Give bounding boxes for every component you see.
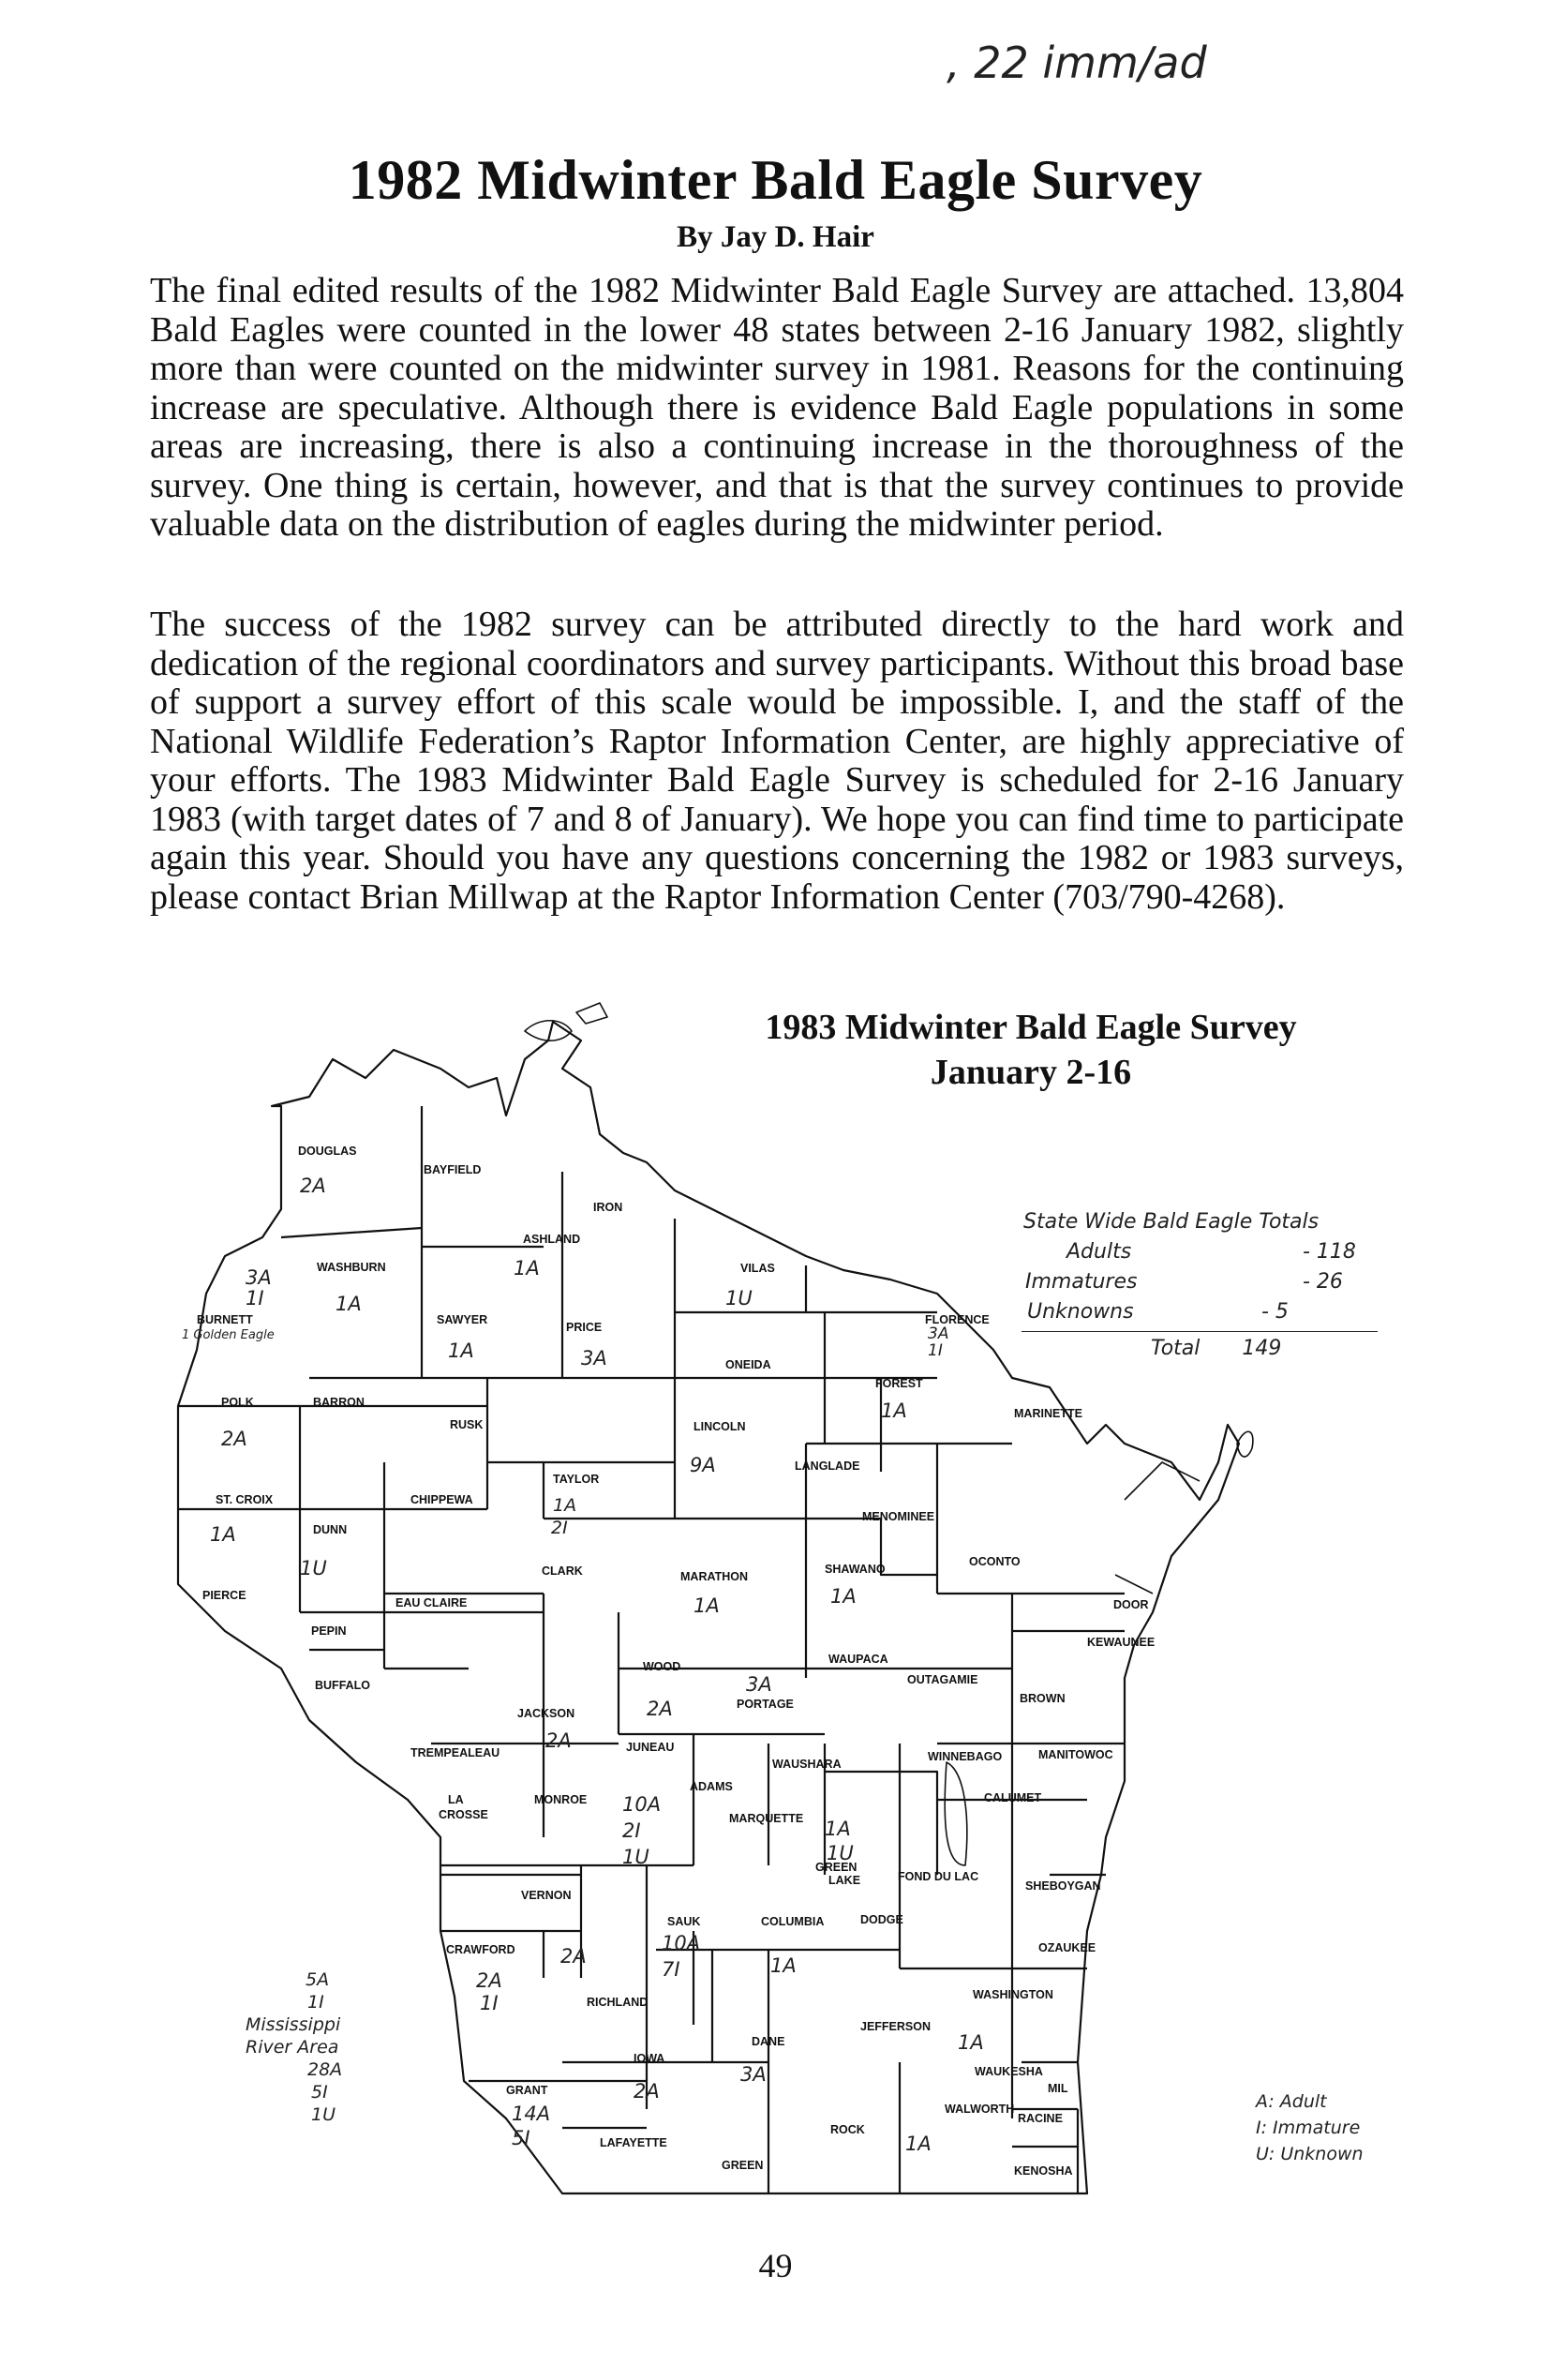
county-sawyer: SAWYER [437, 1313, 488, 1326]
county-rusk: RUSK [450, 1418, 484, 1431]
count-taylor-immatures: 2I [551, 1518, 568, 1538]
map-legend [1256, 2088, 1364, 2167]
county-grant: GRANT [506, 2084, 548, 2097]
mississippi-label-2: River Area [246, 2037, 339, 2058]
county-jackson: JACKSON [517, 1707, 575, 1720]
county-chippewa: CHIPPEWA [410, 1493, 473, 1506]
county-calumet: CALUMET [984, 1791, 1042, 1804]
county-racine: RACINE [1018, 2112, 1063, 2125]
legend-adult: A: Adult [1256, 2091, 1327, 2112]
article-paragraph-2: The success of the 1982 survey can be attributed directly to the hard work and dedication of the regional coordinators and survey participants. Without this broad base of support a survey effort of this scale would be impossible. I, and the staff of the National Wildlife Federation’s Raptor Information Center, are highly appreciative of your efforts. The 1983 Midwinter Bald Eagle Survey is scheduled for 2-16 January 1983 (with target dates of 7 and 8 of January). We hope you can find time to participate again this year. Should you have any questions concerning the 1982 or 1983 surveys, please contact Brian Millwap at the Raptor Information Center (703/790-4268). [150, 605, 1404, 917]
county-walworth: WALWORTH [945, 2103, 1015, 2116]
county-iowa: IOWA [634, 2052, 665, 2065]
county-richland: RICHLAND [587, 1996, 649, 2009]
count-polk: 2A [221, 1428, 247, 1450]
county-brown: BROWN [1020, 1692, 1066, 1705]
mississippi-upper-adults: 5A [306, 1969, 330, 1990]
county-kenosha: KENOSHA [1014, 2164, 1073, 2178]
article-paragraph-1: The final edited results of the 1982 Midwinter Bald Eagle Survey are attached. 13,804 Bald Eagles were counted in the lower 48 states between 2-16 January 1982, slightly more than were counted on the midwinter survey in 1981. Reasons for the continuing increase are speculative. Although there is evidence Bald Eagle populations in some areas are increasing, there is also a continuing increase in the thoroughness of the survey. One thing is certain, however, and that is that the survey continues to provide valuable data on the distribution of eagles during the midwinter period. [150, 271, 1404, 544]
count-sauk-immatures: 7I [662, 1958, 680, 1981]
count-price: 3A [581, 1347, 607, 1370]
county-shawano: SHAWANO [825, 1563, 886, 1576]
totals-total-value: 149 [1242, 1337, 1282, 1360]
mississippi-lower-adults: 28A [307, 2059, 343, 2080]
county-polk: POLK [221, 1396, 254, 1409]
county-sheboygan: SHEBOYGAN [1025, 1879, 1101, 1893]
mississippi-upper-immatures: 1I [307, 1992, 324, 2013]
count-taylor-adults: 1A [553, 1495, 577, 1516]
county-ozaukee: OZAUKEE [1038, 1941, 1096, 1954]
count-forest: 1A [881, 1400, 907, 1422]
county-barron: BARRON [313, 1396, 365, 1409]
county-fond-du-lac: FOND DU LAC [898, 1870, 979, 1883]
county-pierce: PIERCE [202, 1589, 246, 1602]
county-eau-claire: EAU CLAIRE [395, 1596, 468, 1609]
count-crawford-immatures: 1I [480, 1992, 499, 2014]
county-dane: DANE [752, 2035, 785, 2048]
county-green: GREEN [722, 2159, 764, 2172]
count-shawano: 1A [830, 1585, 857, 1608]
count-jackson: 2A [545, 1729, 572, 1752]
county-wood: WOOD [643, 1660, 681, 1673]
page-number: 49 [758, 2247, 793, 2284]
count-adams-adults: 10A [622, 1793, 662, 1816]
state-totals [1022, 1207, 1378, 1364]
county-vernon: VERNON [521, 1889, 572, 1902]
county-la-crosse-2: CROSSE [439, 1808, 488, 1821]
map-title-line-2: January 2-16 [930, 1053, 1132, 1092]
county-iron: IRON [593, 1201, 623, 1214]
count-walworth: 1A [905, 2133, 932, 2155]
county-forest: FOREST [875, 1377, 923, 1390]
count-waukesha: 1A [958, 2031, 984, 2054]
county-buffalo: BUFFALO [315, 1679, 371, 1692]
count-florence-adults: 3A [928, 1325, 949, 1343]
count-ashland: 1A [514, 1257, 540, 1280]
legend-unknown: U: Unknown [1256, 2144, 1364, 2164]
county-monroe: MONROE [534, 1793, 588, 1806]
totals-immatures-value: - 26 [1303, 1270, 1343, 1294]
county-ashland: ASHLAND [523, 1233, 581, 1246]
mississippi-lower-unknowns: 1U [311, 2104, 336, 2125]
count-wood: 2A [647, 1698, 673, 1720]
county-la-crosse-1: LA [448, 1793, 464, 1806]
count-st-croix: 1A [210, 1523, 236, 1546]
county-portage: PORTAGE [737, 1698, 794, 1711]
count-marquette-adults: 1A [825, 1818, 851, 1840]
count-marquette-unknowns: 1U [827, 1842, 854, 1864]
county-pepin: PEPIN [311, 1624, 347, 1638]
county-trempealeau: TREMPEALEAU [410, 1746, 500, 1759]
count-adams-immatures: 2I [622, 1819, 641, 1842]
count-burnett-golden-eagle: 1 Golden Eagle [182, 1328, 275, 1342]
count-marathon: 1A [693, 1594, 720, 1617]
county-dunn: DUNN [313, 1523, 348, 1536]
county-winnebago: WINNEBAGO [928, 1750, 1003, 1763]
county-waupaca: WAUPACA [828, 1653, 888, 1666]
count-douglas: 2A [300, 1175, 326, 1197]
totals-total-label: Total [1151, 1337, 1201, 1360]
count-grant-immatures: 5I [512, 2127, 530, 2149]
count-iowa: 2A [634, 2080, 660, 2103]
county-marathon: MARATHON [680, 1570, 748, 1583]
totals-adults-value: - 118 [1303, 1240, 1356, 1264]
county-manitowoc: MANITOWOC [1038, 1748, 1113, 1761]
county-dodge: DODGE [860, 1913, 903, 1926]
count-sauk-adults: 10A [662, 1932, 701, 1954]
county-st-croix: ST. CROIX [216, 1493, 274, 1506]
county-menominee: MENOMINEE [862, 1510, 935, 1523]
totals-heading: State Wide Bald Eagle Totals [1023, 1210, 1320, 1234]
county-green-lake-2: LAKE [828, 1874, 861, 1887]
county-langlade: LANGLADE [795, 1459, 860, 1473]
county-vilas: VILAS [740, 1262, 775, 1275]
county-columbia: COLUMBIA [761, 1915, 825, 1928]
count-burnett-immatures: 1I [246, 1287, 264, 1310]
county-outagamie: OUTAGAMIE [907, 1673, 978, 1686]
county-crawford: CRAWFORD [446, 1943, 515, 1956]
county-milwaukee: MIL [1048, 2082, 1068, 2095]
handwritten-annotation: , 22 imm/ad [947, 37, 1207, 88]
count-grant-adults: 14A [512, 2103, 551, 2125]
county-oneida: ONEIDA [725, 1358, 771, 1371]
count-lincoln: 9A [690, 1454, 716, 1476]
county-washington: WASHINGTON [973, 1988, 1053, 2001]
county-florence: FLORENCE [925, 1313, 990, 1326]
count-portage: 3A [746, 1673, 772, 1696]
county-oconto: OCONTO [969, 1555, 1021, 1568]
count-columbia: 1A [770, 1954, 797, 1977]
county-jefferson: JEFFERSON [860, 2020, 932, 2033]
totals-unknowns-value: - 5 [1261, 1300, 1289, 1324]
count-florence-immatures: 1I [928, 1341, 943, 1360]
county-kewaunee: KEWAUNEE [1087, 1636, 1156, 1649]
article-byline: By Jay D. Hair [677, 220, 874, 254]
mississippi-label-1: Mississippi [246, 2014, 341, 2035]
totals-adults-row [1022, 1237, 1378, 1267]
county-bayfield: BAYFIELD [424, 1163, 482, 1176]
article-title: 1982 Midwinter Bald Eagle Survey [348, 149, 1203, 211]
map-title [712, 1005, 1350, 1095]
county-marinette: MARINETTE [1014, 1407, 1082, 1420]
mississippi-river-annotation [246, 1968, 342, 2126]
county-price: PRICE [566, 1321, 603, 1334]
totals-immatures-row [1022, 1267, 1378, 1297]
county-rock: ROCK [830, 2123, 865, 2136]
county-washburn: WASHBURN [317, 1261, 386, 1274]
legend-immature: I: Immature [1256, 2118, 1361, 2138]
county-clark: CLARK [542, 1564, 583, 1578]
count-washburn: 1A [336, 1293, 362, 1315]
count-sawyer: 1A [448, 1340, 474, 1362]
county-lincoln: LINCOLN [693, 1420, 746, 1433]
mississippi-lower-immatures: 5I [311, 2082, 328, 2103]
count-adams-unknowns: 1U [622, 1846, 649, 1868]
county-waukesha: WAUKESHA [975, 2065, 1043, 2078]
count-burnett-adults: 3A [246, 1266, 272, 1289]
count-richland: 2A [560, 1945, 587, 1968]
county-marquette: MARQUETTE [729, 1812, 804, 1825]
county-sauk: SAUK [667, 1915, 701, 1928]
count-dunn: 1U [300, 1557, 327, 1579]
totals-total-row [1022, 1331, 1378, 1364]
map-title-line-1: 1983 Midwinter Bald Eagle Survey [765, 1008, 1297, 1047]
totals-immatures-label: Immatures [1025, 1270, 1138, 1294]
count-vilas: 1U [725, 1287, 753, 1310]
totals-adults-label: Adults [1066, 1240, 1132, 1264]
county-waushara: WAUSHARA [772, 1758, 842, 1771]
county-juneau: JUNEAU [626, 1741, 675, 1754]
county-taylor: TAYLOR [553, 1473, 600, 1486]
county-douglas: DOUGLAS [298, 1145, 357, 1158]
county-door: DOOR [1113, 1598, 1149, 1611]
count-crawford-adults: 2A [476, 1969, 502, 1992]
count-dane: 3A [740, 2063, 767, 2086]
county-green-lake-1: GREEN [815, 1861, 858, 1874]
totals-unknowns-row [1022, 1297, 1336, 1327]
county-burnett: BURNETT [197, 1313, 253, 1326]
county-adams: ADAMS [690, 1780, 733, 1793]
county-lafayette: LAFAYETTE [600, 2136, 667, 2149]
totals-unknowns-label: Unknowns [1027, 1300, 1134, 1324]
